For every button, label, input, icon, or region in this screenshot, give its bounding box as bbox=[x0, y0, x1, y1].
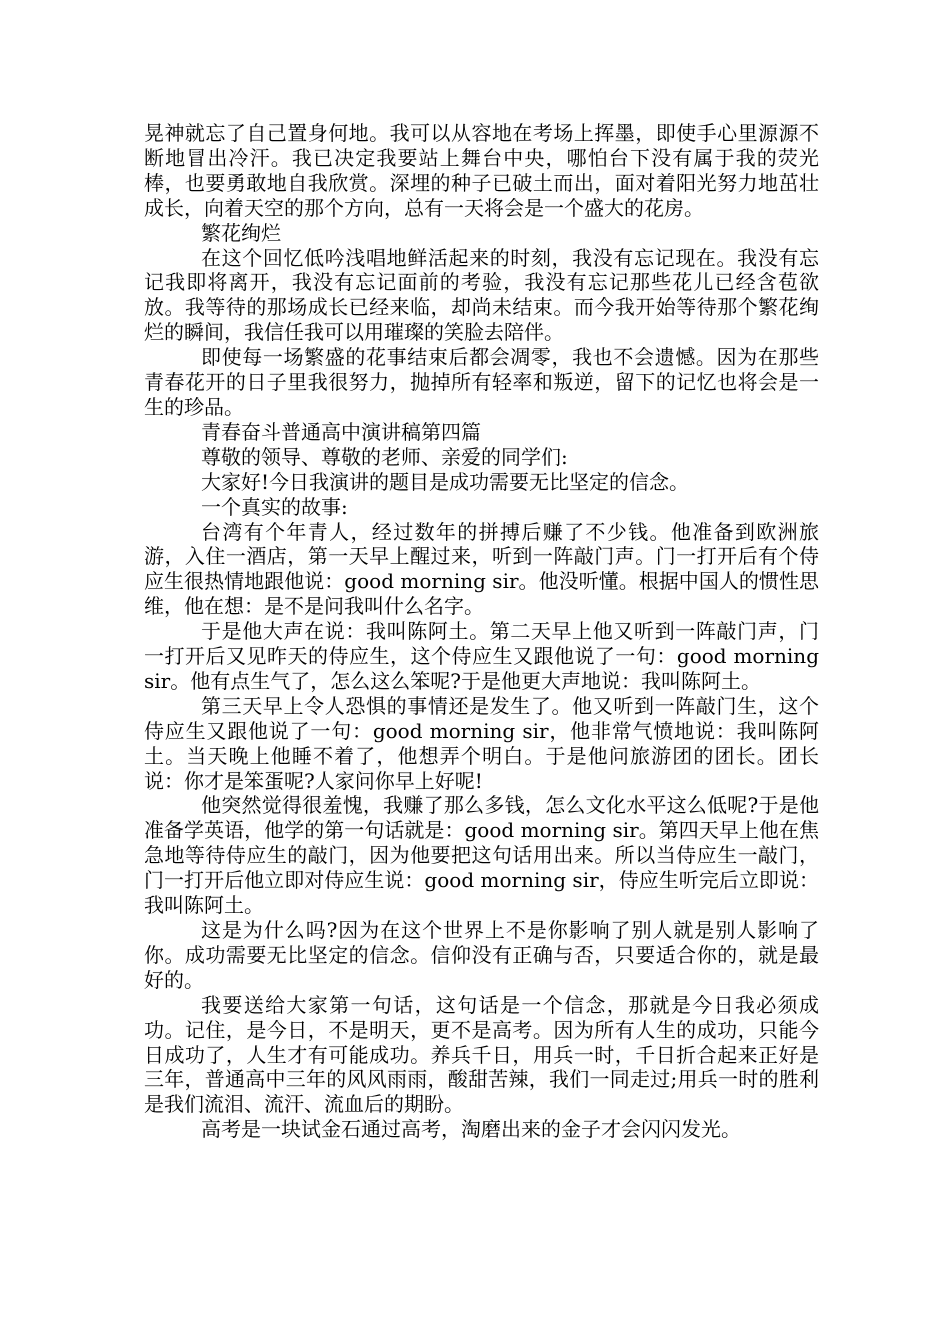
story-paragraph-4: 他突然觉得很羞愧，我赚了那么多钱，怎么文化水平这么低呢?于是他准备学英语，他学的第一句话就是：good morning sir。第四天早上他在焦急地等待侍应生的敲门，因为他要把这句话用出来。所以当侍应生一敲门，门一打开后他立即对侍应生说：good morning sir，侍应生听完后立即说：我叫陈阿土。 bbox=[144, 793, 819, 918]
paragraph-1: 晃神就忘了自己置身何地。我可以从容地在考场上挥墨，即使手心里源源不断地冒出冷汗。我已决定我要站上舞台中央，哪怕台下没有属于我的荧光棒，也要勇敢地自我欣赏。深埋的种子已破土而出，面对着阳光努力地茁壮成长，向着天空的那个方向，总有一天将会是一个盛大的花房。 bbox=[144, 121, 819, 220]
story-paragraph-2: 于是他大声在说：我叫陈阿土。第二天早上他又听到一阵敲门声，门一打开后又见昨天的侍应生，这个侍应生又跟他说了一句：good morning sir。他有点生气了，怎么这么笨呢?于是他更大声地说：我叫陈阿土。 bbox=[144, 619, 819, 693]
story-paragraph-1: 台湾有个年青人，经过数年的拼搏后赚了不少钱。他准备到欧洲旅游，入住一酒店，第一天早上醒过来，听到一阵敲门声。门一打开后有个侍应生很热情地跟他说：good morning sir。他没听懂。根据中国人的惯性思维，他在想：是不是问我叫什么名字。 bbox=[144, 519, 819, 619]
paragraph-2: 在这个回忆低吟浅唱地鲜活起来的时刻，我没有忘记现在。我没有忘记我即将离开，我没有忘记面前的考验，我没有忘记那些花儿已经含苞欲放。我等待的那场成长已经来临，却尚未结束。而今我开始等待那个繁花绚烂的瞬间，我信任我可以用璀璨的笑脸去陪伴。 bbox=[144, 245, 819, 345]
paragraph-moral: 这是为什么吗?因为在这个世界上不是你影响了别人就是别人影响了你。成功需要无比坚定的信念。信仰没有正确与否，只要适合你的，就是最好的。 bbox=[144, 918, 819, 992]
paragraph-last: 高考是一块试金石通过高考，淘磨出来的金子才会闪闪发光。 bbox=[201, 1117, 741, 1142]
story-paragraph-3: 第三天早上令人恐惧的事情还是发生了。他又听到一阵敲门生，这个侍应生又跟他说了一句：good morning sir，他非常气愤地说：我叫陈阿土。当天晚上他睡不着了，他想弄个明白。于是他问旅游团的团长。团长说：你才是笨蛋呢?人家问你早上好呢! bbox=[144, 693, 819, 793]
speech-title: 青春奋斗普通高中演讲稿第四篇 bbox=[201, 419, 481, 444]
document-body bbox=[144, 121, 819, 1142]
paragraph-first-saying: 我要送给大家第一句话，这句话是一个信念，那就是今日我必须成功。记住，是今日，不是明天，更不是高考。因为所有人生的成功，只能今日成功了，人生才有可能成功。养兵千日，用兵一时，千日折合起来正好是三年，普通高中三年的风风雨雨，酸甜苦辣，我们一同走过;用兵一时的胜利是我们流泪、流汗、流血后的期盼。 bbox=[144, 992, 819, 1117]
salutation: 尊敬的领导、尊敬的老师、亲爱的同学们: bbox=[201, 444, 568, 469]
paragraph-3: 即使每一场繁盛的花事结束后都会凋零，我也不会遗憾。因为在那些青春花开的日子里我很努力，抛掉所有轻率和叛逆，留下的记忆也将会是一生的珍品。 bbox=[144, 345, 819, 419]
section-heading: 繁花绚烂 bbox=[201, 220, 281, 245]
opening-line: 大家好!今日我演讲的题目是成功需要无比坚定的信念。 bbox=[201, 469, 690, 494]
story-intro: 一个真实的故事: bbox=[201, 494, 348, 519]
